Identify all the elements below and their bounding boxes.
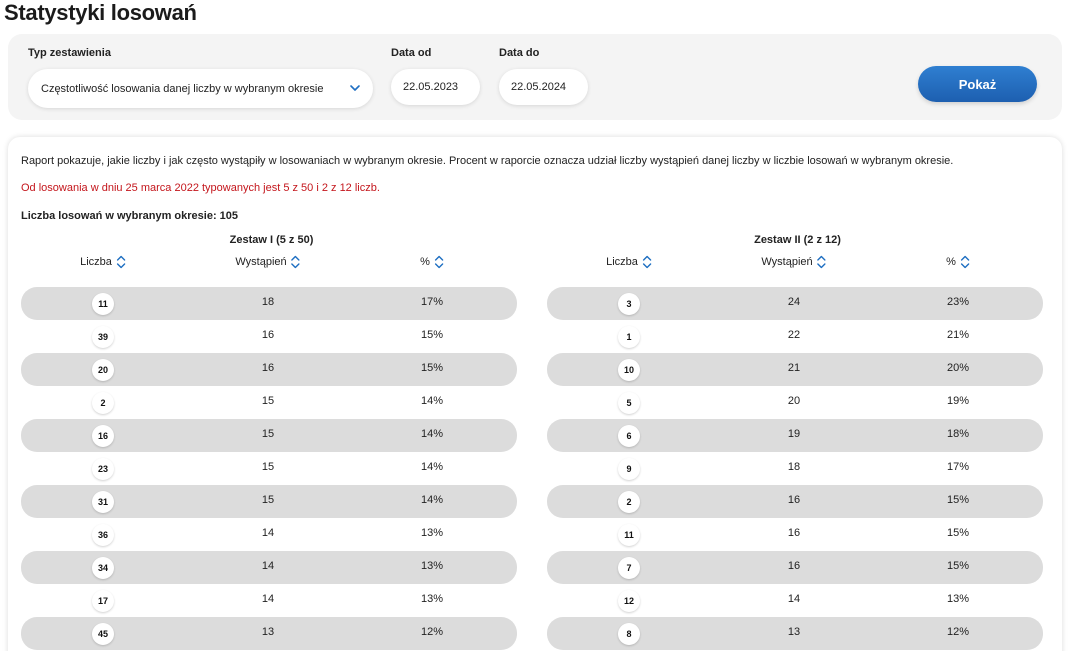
table-row [21,452,517,485]
draw-count: Liczba losowań w wybranym okresie: 105 [21,210,239,222]
sort-header-occurrences[interactable] [761,255,826,269]
occurrences-cell: 20 [787,395,801,407]
report-type-select[interactable] [28,69,373,108]
report-note: Od losowania w dniu 25 marca 2022 typowanych jest 5 z 50 i 2 z 12 liczb. [21,182,380,194]
percent-cell: 13% [420,560,444,572]
sort-arrows-icon [434,255,444,269]
header-label: % [946,256,956,268]
number-ball: 10 [618,359,640,381]
table-row [547,386,1043,419]
table-title: Zestaw I (5 z 50) [229,234,314,246]
number-ball: 39 [92,326,114,348]
percent-cell: 17% [420,296,444,308]
report-card [8,137,1062,651]
sort-arrows-icon [642,255,652,269]
occurrences-cell: 15 [261,395,275,407]
table-row [547,518,1043,551]
occurrences-cell: 14 [261,527,275,539]
percent-cell: 21% [946,329,970,341]
sort-arrows-icon [291,255,301,269]
header-label: Wystąpień [235,256,287,268]
occurrences-cell: 13 [261,626,275,638]
percent-cell: 12% [420,626,444,638]
number-ball: 34 [92,557,114,579]
percent-cell: 13% [420,527,444,539]
number-ball: 2 [92,392,114,414]
percent-cell: 19% [946,395,970,407]
percent-cell: 14% [420,428,444,440]
occurrences-cell: 16 [261,362,275,374]
table-header [21,255,517,287]
occurrences-cell: 15 [261,428,275,440]
occurrences-cell: 18 [787,461,801,473]
table-row [21,584,517,617]
percent-cell: 15% [946,560,970,572]
page-title: Statystyki losowań [4,0,197,25]
occurrences-cell: 22 [787,329,801,341]
report-description: Raport pokazuje, jakie liczby i jak często wystąpiły w losowaniach w wybranym okresie. Procent w raporcie oznacza udział liczby wystąpień danej liczby w liczbie losowań w wybranym okresie. [21,155,954,167]
percent-cell: 12% [946,626,970,638]
header-label: Wystąpień [761,256,813,268]
number-ball: 1 [618,326,640,348]
sort-header-percent[interactable] [946,255,970,269]
number-ball: 23 [92,458,114,480]
number-ball: 8 [618,623,640,645]
table-row [21,386,517,419]
table-row [547,485,1043,518]
table-row [547,551,1043,584]
percent-cell: 15% [946,494,970,506]
number-ball: 6 [618,425,640,447]
number-ball: 7 [618,557,640,579]
occurrences-cell: 16 [787,560,801,572]
table-row [547,584,1043,617]
table-row [21,617,517,650]
date-from-label: Data od [391,47,432,59]
header-label: % [420,256,430,268]
number-ball: 17 [92,590,114,612]
percent-cell: 15% [946,527,970,539]
percent-cell: 13% [946,593,970,605]
occurrences-cell: 14 [787,593,801,605]
percent-cell: 14% [420,494,444,506]
occurrences-cell: 16 [787,494,801,506]
sort-header-number[interactable] [80,255,126,269]
occurrences-cell: 13 [787,626,801,638]
chevron-down-icon [349,83,361,93]
percent-cell: 23% [946,296,970,308]
header-label: Liczba [606,256,638,268]
table-row [21,485,517,518]
percent-cell: 17% [946,461,970,473]
percent-cell: 14% [420,395,444,407]
table-row [547,419,1043,452]
number-ball: 5 [618,392,640,414]
table-row [547,287,1043,320]
header-label: Liczba [80,256,112,268]
percent-cell: 20% [946,362,970,374]
filter-panel [8,34,1062,120]
occurrences-cell: 16 [787,527,801,539]
table-header [547,255,1043,287]
show-button[interactable]: Pokaż [918,66,1037,102]
table-row [21,551,517,584]
percent-cell: 15% [420,362,444,374]
number-ball: 11 [92,293,114,315]
percent-cell: 15% [420,329,444,341]
table-row [547,320,1043,353]
table-row [547,452,1043,485]
number-ball: 20 [92,359,114,381]
percent-cell: 18% [946,428,970,440]
date-to-label: Data do [499,47,540,59]
occurrences-cell: 21 [787,362,801,374]
table-row [21,287,517,320]
number-ball: 11 [618,524,640,546]
occurrences-cell: 14 [261,593,275,605]
number-ball: 36 [92,524,114,546]
occurrences-cell: 24 [787,296,801,308]
number-ball: 3 [618,293,640,315]
percent-cell: 14% [420,461,444,473]
table-title: Zestaw II (2 z 12) [754,234,841,246]
sort-arrows-icon [116,255,126,269]
table-zestaw-2 [547,233,1043,650]
sort-arrows-icon [960,255,970,269]
date-from-input[interactable]: 22.05.2023 [391,69,480,105]
occurrences-cell: 15 [261,461,275,473]
table-row [21,353,517,386]
number-ball: 9 [618,458,640,480]
number-ball: 12 [618,590,640,612]
percent-cell: 13% [420,593,444,605]
type-label: Typ zestawienia [28,47,111,59]
report-type-value: Częstotliwość losowania danej liczby w wybranym okresie [41,82,324,95]
number-ball: 16 [92,425,114,447]
table-row [21,518,517,551]
table-row [21,419,517,452]
occurrences-cell: 19 [787,428,801,440]
sort-header-percent[interactable] [420,255,444,269]
occurrences-cell: 14 [261,560,275,572]
table-zestaw-1 [21,233,517,650]
sort-arrows-icon [817,255,827,269]
table-row [21,320,517,353]
sort-header-number[interactable] [606,255,652,269]
table-row [547,617,1043,650]
occurrences-cell: 18 [261,296,275,308]
number-ball: 45 [92,623,114,645]
occurrences-cell: 15 [261,494,275,506]
date-to-input[interactable]: 22.05.2024 [499,69,588,105]
number-ball: 31 [92,491,114,513]
number-ball: 2 [618,491,640,513]
sort-header-occurrences[interactable] [235,255,300,269]
occurrences-cell: 16 [261,329,275,341]
table-row [547,353,1043,386]
